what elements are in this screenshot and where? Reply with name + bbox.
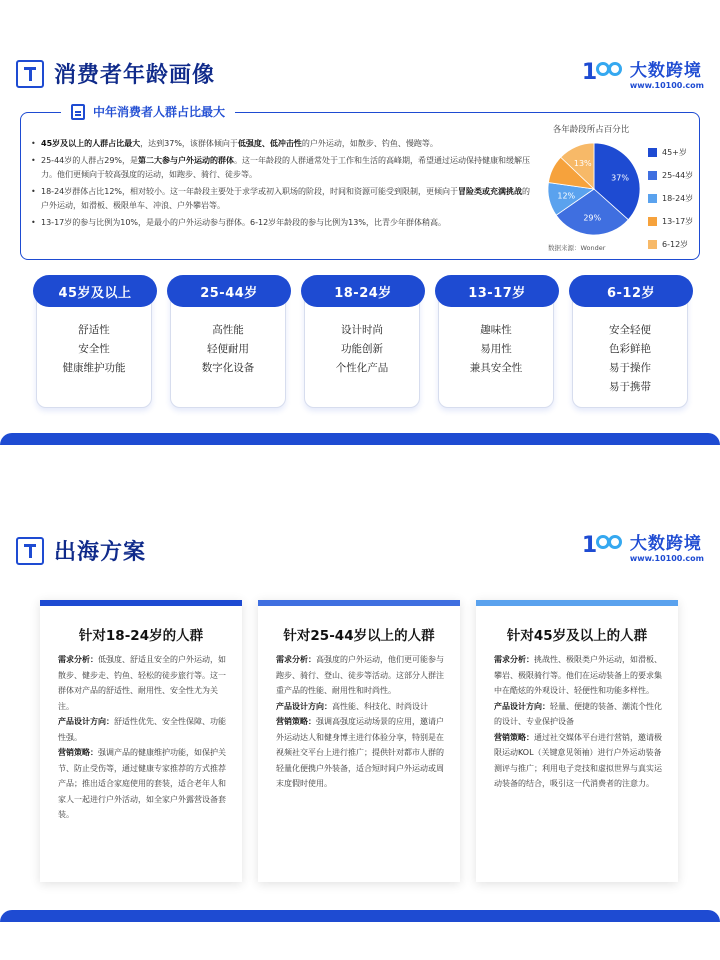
info-heading-tab (61, 103, 235, 120)
plan-card (40, 600, 242, 882)
age-card-feature: 数字化设备 (201, 362, 255, 374)
plan-section-text: 挑战性、极限类户外运动，如滑板、攀岩、极限骑行等。他们在运动装备上的要求集中在酷炫的外观设计、轻便性和功能多样性。 (494, 655, 662, 695)
plan-card-top-bar (476, 600, 678, 606)
age-card-feature: 安全性 (78, 343, 110, 355)
age-card-feature: 功能创新 (341, 343, 383, 355)
plan-section-label: 产品设计方向： (276, 701, 332, 711)
age-card (304, 278, 420, 408)
plan-section-label: 营销策略： (58, 748, 98, 757)
slide-title: 出海方案 (54, 540, 147, 565)
logo-url: www.10100.com (629, 81, 704, 90)
age-card-feature: 色彩鲜艳 (609, 343, 651, 355)
plan-section (58, 714, 228, 745)
info-heading: 中年消费者人群占比最大 (93, 105, 226, 119)
bullet-bold-text: 冒险类或充满挑战 (458, 187, 523, 196)
plan-card-top-bar (40, 600, 242, 606)
legend-swatch (648, 240, 657, 249)
plan-section (494, 699, 664, 730)
info-bullet (31, 216, 531, 230)
age-card-tag: 25-44岁 (167, 275, 291, 307)
plan-section (276, 714, 446, 792)
legend-swatch (648, 217, 657, 226)
plan-section (58, 745, 228, 823)
pie-slice-label: 12% (557, 191, 576, 201)
plan-card-title: 针对25-44岁以上的人群 (283, 628, 435, 644)
info-box (20, 105, 700, 260)
plan-card-body (58, 652, 228, 823)
age-card (572, 278, 688, 408)
plan-section-label: 需求分析： (58, 655, 98, 664)
age-card-feature: 趣味性 (480, 324, 512, 336)
legend-item (648, 210, 693, 233)
age-card-feature: 个性化产品 (335, 362, 389, 374)
logo-mark-icon: 1 (582, 531, 626, 561)
legend-swatch (648, 148, 657, 157)
age-card-tag: 6-12岁 (569, 275, 693, 307)
plan-section-label: 产品设计方向： (494, 701, 550, 711)
age-card-feature-list (171, 321, 285, 378)
logo-name: 大数跨境 (629, 61, 702, 81)
age-card (170, 278, 286, 408)
plan-section-text: 通过社交媒体平台进行营销，邀请极限运动KOL（关键意见领袖）进行户外运动装备测评与推广；利用电子竞技和虚拟世界与真实运动装备的结合，吸引这一代消费者的注意力。 (494, 732, 662, 788)
brand-logo (582, 529, 704, 563)
slide-footer-bar (0, 910, 720, 922)
pie-slice-label: 13% (573, 158, 592, 168)
age-card-feature: 易用性 (480, 343, 512, 355)
plan-section-text: 强调产品的健康维护功能，如保护关节、防止受伤等，通过健康专家推荐的方式推荐产品；推出适合家庭使用的套装，适合老年人和家人一起进行户外活动，如全家户外露营设备套装。 (58, 748, 226, 819)
slide-overseas-plan (0, 505, 720, 960)
age-card-feature: 安全轻便 (609, 324, 651, 336)
logo-mark-icon: 1 (582, 58, 626, 88)
legend-swatch (648, 194, 657, 203)
plan-card-top-bar (258, 600, 460, 606)
age-card-feature: 高性能 (212, 324, 244, 336)
plan-section-text: 高性能、科技化、时尚设计 (332, 701, 428, 711)
bullet-bold-text: 45岁及以上的人群占比最大 (41, 139, 141, 148)
age-card-feature-list (37, 321, 151, 378)
text-icon (16, 537, 44, 565)
age-card-feature-list (439, 321, 553, 378)
info-bullet-list (31, 137, 531, 233)
plan-section-text: 低强度、舒适且安全的户外运动，如散步、健步走、钓鱼、轻松的徒步旅行等。这一群体对产品的舒适性、耐用性、安全性尤为关注。 (58, 655, 226, 711)
chart-legend (648, 141, 693, 256)
document-icon (71, 104, 85, 120)
slide-title-row (16, 58, 215, 89)
age-card-tag: 45岁及以上 (33, 275, 157, 307)
slide-footer-bar (0, 433, 720, 445)
plan-card-body (276, 652, 446, 792)
logo-url: www.10100.com (629, 554, 704, 563)
slide-title-row (16, 535, 146, 566)
info-bullet (31, 137, 531, 151)
legend-item (648, 164, 693, 187)
plan-section (58, 652, 228, 714)
legend-item (648, 233, 693, 256)
age-pie-chart (536, 123, 701, 258)
plan-section-label: 营销策略： (494, 732, 534, 742)
plan-card-title: 针对45岁及以上的人群 (506, 628, 648, 644)
legend-label: 25-44岁 (662, 171, 694, 180)
pie-slice-label: 29% (583, 213, 602, 223)
plan-section-label: 需求分析： (494, 655, 534, 664)
slide-consumer-age-profile (0, 0, 720, 445)
plan-section-label: 营销策略： (276, 717, 316, 726)
brand-logo (582, 56, 704, 90)
info-bullet (31, 154, 531, 182)
age-card-feature: 健康维护功能 (62, 362, 126, 374)
plan-section (276, 652, 446, 699)
plan-section-text: 高强度的户外运动，他们更可能参与跑步、骑行、登山、徒步等活动。这部分人群注重产品的性能、耐用性和时尚性。 (276, 655, 444, 695)
plan-section (494, 730, 664, 792)
bullet-text: 。这一年龄段的人群通常处于工作和生活的高峰期，希望通过运动保持健康和缓解压力。他们更倾向于较高强度的运动，如跑步、骑行、徒步等。 (41, 156, 531, 179)
plan-card-title: 针对18-24岁的人群 (78, 628, 204, 644)
plan-section-text: 轻量、便捷的装备、潮流个性化的设计、专业保护设备 (494, 701, 662, 726)
age-card-feature-list (573, 321, 687, 397)
age-card-feature: 舒适性 (78, 324, 110, 336)
plan-section-text: 强调高强度运动场景的应用，邀请户外运动达人和健身博主进行体验分享，特别是在视频社交平台上进行推广；提供针对都市人群的轻量化便携户外装备，适合短时间户外运动或周末度假时使用。 (276, 717, 444, 788)
plan-section (494, 652, 664, 699)
bullet-bold-text: 第二大参与户外运动的群体 (138, 156, 235, 165)
age-card-tag: 18-24岁 (301, 275, 425, 307)
age-card-feature: 易于携带 (609, 381, 651, 393)
plan-section (276, 699, 446, 715)
info-bullet (31, 185, 531, 213)
logo-name: 大数跨境 (629, 534, 702, 554)
age-card-feature: 轻便耐用 (207, 343, 249, 355)
legend-item (648, 141, 693, 164)
chart-title: 各年龄段所占百分比 (552, 125, 630, 135)
age-card-feature: 兼具安全性 (469, 362, 523, 374)
legend-label: 45+岁 (662, 148, 687, 157)
bullet-bold-text: 低强度、低冲击性 (237, 139, 302, 148)
legend-item (648, 187, 693, 210)
legend-swatch (648, 171, 657, 180)
plan-section-label: 产品设计方向： (58, 717, 114, 726)
bullet-text: 13-17岁的参与比例为10%，是最小的户外运动参与群体。6-12岁年龄段的参与比例为13%，比青少年群体稍高。 (41, 218, 446, 227)
text-icon (16, 60, 44, 88)
pie-slice-label: 37% (611, 173, 629, 183)
age-card-feature: 易于操作 (609, 362, 651, 374)
age-card (438, 278, 554, 408)
plan-section-label: 需求分析： (276, 655, 316, 664)
age-card-feature: 设计时尚 (341, 324, 383, 336)
bullet-text: 的户外运动，如散步、钓鱼、慢跑等。 (301, 139, 438, 148)
bullet-text: 25-44岁的人群占29%，是 (41, 156, 139, 165)
bullet-text: ，达到37%，该群体倾向于 (140, 139, 238, 148)
slide-title: 消费者年龄画像 (54, 63, 216, 88)
legend-label: 18-24岁 (662, 194, 694, 203)
plan-card-body (494, 652, 664, 792)
legend-label: 13-17岁 (662, 217, 694, 226)
age-card (36, 278, 152, 408)
age-card-feature-list (305, 321, 419, 378)
chart-source: 数据来源：Wonder (548, 244, 606, 252)
bullet-text: 18-24岁群体占比12%，相对较小。这一年龄段主要处于求学或初入职场的阶段，时间和资源可能受到限制，更倾向于 (41, 187, 459, 196)
plan-card (476, 600, 678, 882)
pie-svg (544, 139, 644, 239)
legend-label: 6-12岁 (662, 240, 689, 249)
plan-card (258, 600, 460, 882)
age-card-tag: 13-17岁 (435, 275, 559, 307)
plan-section-text: 舒适性优先、安全性保障、功能性强。 (58, 717, 226, 742)
bullet-text: 的户外运动，如滑板、极限单车、冲浪、户外攀岩等。 (41, 187, 531, 210)
